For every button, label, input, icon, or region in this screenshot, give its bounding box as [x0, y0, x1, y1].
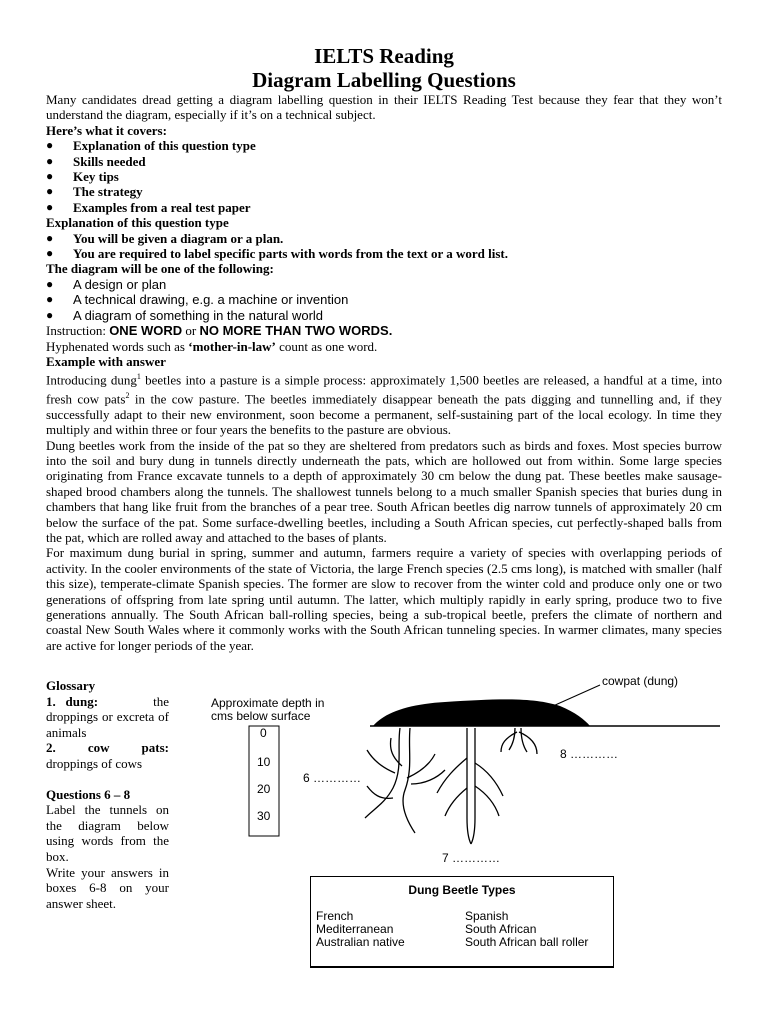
document-page — [46, 44, 722, 653]
list-item: ● A diagram of something in the natural world — [46, 308, 722, 323]
answer-label-6: 6 ………… — [303, 771, 362, 785]
list-item: ● Examples from a real test paper — [46, 200, 722, 215]
beetle-type-item: Spanish — [465, 909, 509, 923]
questions-instruction-2: Write your answers in boxes 6-8 on your answer sheet. — [46, 864, 169, 911]
list-item: ● A design or plan — [46, 277, 722, 292]
instruction-line — [46, 323, 722, 338]
glossary-the: the — [153, 693, 169, 709]
covers-list — [46, 138, 722, 215]
glossary-num-2: 2. — [46, 740, 56, 756]
glossary-def-2: droppings of cows — [46, 755, 143, 771]
intro-paragraph: Many candidates dread getting a diagram labelling question in their IELTS Reading Test because they fear that they won’t understand the diagram, especially if it’s on a technical subject. — [46, 92, 722, 123]
depth-label-line2: cms below surface — [211, 709, 311, 723]
para1-a: Introducing dung — [46, 372, 137, 388]
para1-c: in the cow pasture. The beetles immediately disappear beneath the pats digging and tunnelling and, if they successfully adapt to their new environment, soon become a permanent, self-sustaining part of the local ecology. In time they multiply and within three or four years the benefits to the pasture are obvious. — [46, 391, 722, 438]
glossary-term-pats: pats: — [141, 740, 169, 756]
glossary-questions-column — [46, 678, 169, 911]
glossary-term-dung: dung: — [65, 693, 99, 709]
beetle-types-col-2 — [465, 910, 588, 949]
glossary-term-1 — [46, 694, 169, 710]
beetle-types-box — [310, 876, 614, 968]
glossary-num-1: 1. — [46, 693, 56, 709]
list-item: ● Explanation of this question type — [46, 138, 722, 153]
glossary-def-1: droppings or excreta of animals — [46, 709, 169, 740]
depth-tick-30: 30 — [257, 809, 271, 823]
beetle-type-item: South African ball roller — [465, 935, 589, 949]
explanation-list — [46, 231, 722, 262]
covers-heading: Here’s what it covers: — [46, 122, 167, 138]
instruction-or: or — [182, 323, 200, 339]
instruction-one-word: ONE WORD — [109, 323, 183, 339]
cowpat-shape — [373, 699, 590, 726]
list-item: ● You will be given a diagram or a plan. — [46, 231, 722, 246]
footnote-2: 2 — [125, 391, 130, 401]
instruction-label: Instruction: — [46, 323, 110, 339]
footnote-1: 1 — [136, 372, 141, 382]
right-tunnel — [501, 728, 537, 754]
passage-paragraph-1 — [46, 369, 722, 437]
list-item: ● Skills needed — [46, 154, 722, 169]
passage-paragraph-2: Dung beetles work from the inside of the pat so they are sheltered from predators such as birds and foxes. Most species burrow into the soil and bury dung in tunnels directly underneath the pats, which are hollowed out from within. Some large species originating from France excavate tunnels to a depth of approximately 30 cm below the dung pat. These beetles make sausage-shaped brood chambers along the tunnels. The shallowest tunnels belong to a much smaller Spanish species that buries dung in chambers that hang like fruit from the branches of a pear tree. South African beetles dig narrow tunnels of approximately 20 cm below the surface of the pat. Some surface-dwelling beetles, including a South African species, cut perfectly-shaped balls from the pat, which are rolled away and attached to the bases of plants. — [46, 437, 722, 546]
depth-tick-0: 0 — [260, 726, 267, 740]
passage-paragraph-3: For maximum dung burial in spring, summer and autumn, farmers require a variety of species with overlapping periods of activity. In the cooler environments of the state of Victoria, the large French species (2.5 cms long), is matched with smaller (half this size), temperate-climate Spanish species. The former are slow to recover from the winter cold and produce only one or two generations of offspring from late spring until autumn. The latter, which multiply rapidly in early spring, produce two to five generations annually. The South African ball-rolling species, being a sub-tropical beetle, prefers the climate of northern and coastal New South Wales where it commonly works with the South African tunneling species. In warmer climates, many species are active for longer periods of the year. — [46, 545, 722, 653]
beetle-types-col-1 — [316, 910, 405, 949]
list-item: ● Key tips — [46, 169, 722, 184]
list-item: ● The strategy — [46, 184, 722, 199]
left-tunnel — [365, 728, 445, 833]
hyphen-word: ‘mother-in-law’ — [188, 338, 276, 354]
cowpat-label: cowpat (dung) — [602, 674, 679, 688]
glossary-term-cow: cow — [87, 740, 110, 756]
list-item: ● A technical drawing, e.g. a machine or invention — [46, 292, 722, 307]
hyphen-line — [46, 339, 722, 354]
questions-instruction-1: Label the tunnels on the diagram below using words from the box. — [46, 802, 169, 864]
hyphen-post: count as one word. — [275, 338, 378, 354]
depth-tick-10: 10 — [257, 755, 271, 769]
title-line1: IELTS Reading — [314, 44, 454, 68]
answer-label-8: 8 ………… — [560, 747, 619, 761]
diagram-types-heading: The diagram will be one of the following: — [46, 261, 274, 277]
cowpat-pointer — [553, 685, 600, 706]
centre-tunnel — [437, 728, 503, 844]
questions-heading: Questions 6 – 8 — [46, 786, 131, 802]
answer-label-7: 7 ………… — [442, 851, 501, 865]
example-heading: Example with answer — [46, 353, 166, 369]
beetle-type-item: South African — [465, 922, 537, 936]
title-line2: Diagram Labelling Questions — [252, 68, 516, 92]
glossary-heading: Glossary — [46, 678, 96, 693]
beetle-types-title: Dung Beetle Types — [408, 883, 516, 897]
beetle-type-item: Mediterranean — [316, 922, 394, 936]
depth-tick-20: 20 — [257, 782, 271, 796]
hyphen-pre: Hyphenated words such as — [46, 338, 189, 354]
list-item: ● You are required to label specific parts with words from the text or a word list. — [46, 246, 722, 261]
para1-b: beetles into a pasture is a simple process: approximately 1,500 beetles are released, a handful at a time, into fresh cow pats — [46, 372, 723, 407]
depth-label-line1: Approximate depth in — [211, 696, 325, 710]
diagram-types-list — [46, 277, 722, 323]
explanation-heading: Explanation of this question type — [46, 215, 229, 231]
beetle-type-item: French — [316, 909, 354, 923]
beetle-type-item: Australian native — [316, 935, 405, 949]
glossary-term-2 — [46, 740, 169, 756]
instruction-two-words: NO MORE THAN TWO WORDS. — [199, 323, 393, 339]
